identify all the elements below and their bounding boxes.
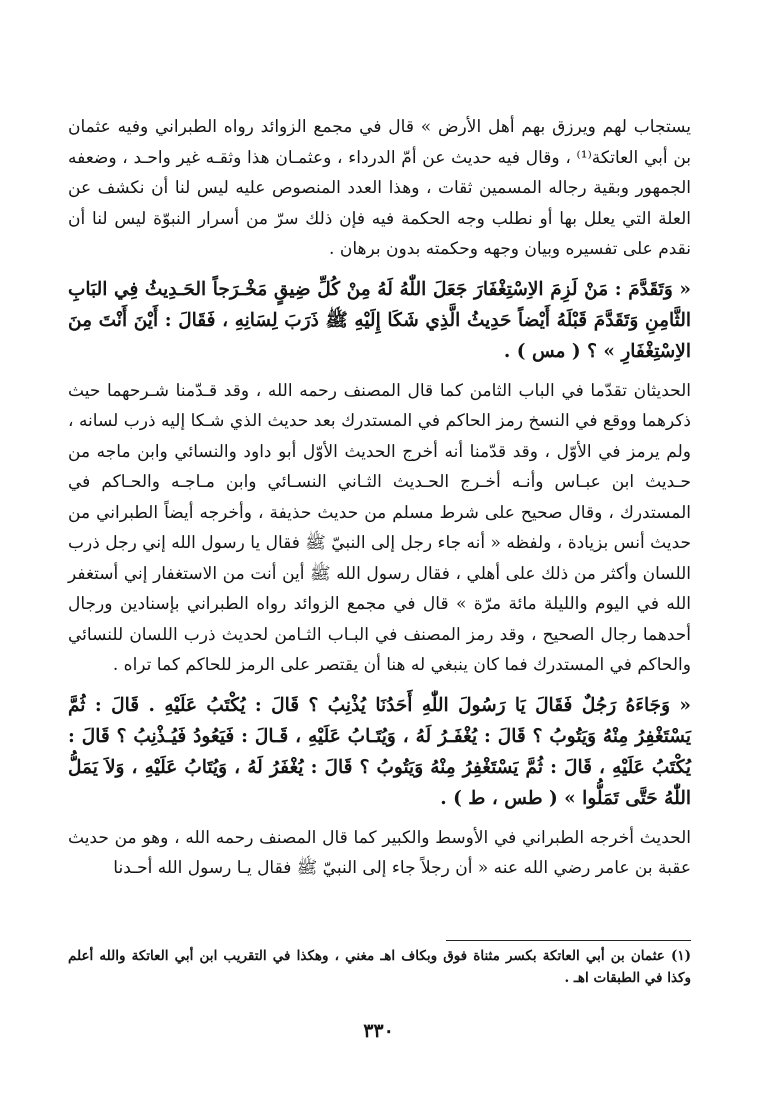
commentary-paragraph-1: الحديثان تقدّما في الباب الثامن كما قال المصنف رحمه الله ، وقد قـدّمنا شـرحهما حيث ذكرهما ووقع في النسخ رمز الحاكم في المستدرك بعد حديث الذي شـكا إليه ذرب لسانه ، ولم يرمز في الأوّل ، وقد قدّمنا أنه أخرج الحديث الأوّل أبو داود والنسائي وابن ماجه من حـديث ابن عبـاس وأنـه أخـرج الحـديث الثـاني النسـائي وابن مـاجـه والحـاكم في المستدرك ، وقال صحيح على شرط مسلم من حديث حذيفة ، وأخرجه أيضاً الطبراني من حديث أنس بزيادة ، ولفظه « أنه جاء رجل إلى النبيّ ﷺ فقال يا رسول الله إني رجل ذرب اللسان وأكثر من ذلك على أهلي ، فقال رسول الله ﷺ أين أنت من الاستغفار إني أستغفر الله في اليوم والليلة مائة مرّة » قال في مجمع الزوائد رواه الطبراني بإسنادين ورجال أحدهما رجال الصحيح ، وقد رمز المصنف في البـاب الثـامن لحديث ذرب اللسان للنسائي والحاكم في المستدرك فما كان ينبغي له هنا أن يقتصر على الرمز للحاكم كما تراه . xyxy=(68,380,691,675)
intro-paragraph: يستجاب لهم ويرزق بهم أهل الأرض » قال في مجمع الزوائد رواه الطبراني وفيه عثمان بن أبي العاتكة⁽¹⁾ ، وقال فيه حديث عن أمّ الدرداء ، وعثمـان هذا وثقـه غير واحـد ، وضعفه الجمهور وبقية رجاله المسمين ثقات ، وهذا العدد المنصوص عليه ليس لنا أن نكشف عن العلة التي يعلل بها أو نطلب وجه الحكمة فيه فإن ذلك سرّ من أسرار النبوّة ليس لنا أن نقدم على تفسيره وبيان وجهه وحكمته بدون برهان . xyxy=(68,117,691,259)
page-number: ٣٣٠ xyxy=(363,1020,394,1042)
footnote: (١) عثمان بن أبي العاتكة بكسر مثناة فوق وبكاف اهـ مغني ، وهكذا في التقريب ابن أبي العاتكة والله أعلم وكذا في الطبقات اهـ . xyxy=(68,948,691,986)
hadith-block-2: « وَجَاءَهُ رَجُلٌ فَقَالَ يَا رَسُولَ اللّٰهِ أَحَدُنَا يُذْنِبُ ؟ قَالَ : يُكْتَبُ عَلَيْهِ . قَالَ : ثُمَّ يَسْتَغْفِرُ مِنْهُ وَيَتُوبُ ؟ قَالَ : يُغْفَـرُ لَهُ ، وَيُتَـابُ عَلَيْهِ ، قَـالَ : فَيَعُودُ فَيُـذْنِبُ ؟ قَالَ : يُكْتَبُ عَلَيْهِ ، قَالَ : ثُمَّ يَسْتَغْفِرُ مِنْهُ وَيَتُوبُ ؟ قَالَ : يُغْفَرُ لَهُ ، وَيُتَابُ عَلَيْهِ ، وَلاَ يَمَلُّ اللّٰهُ حَتَّى تَمَلُّوا » ( طس ، ط ) . xyxy=(68,694,691,809)
commentary-paragraph-2: الحديث أخرجه الطبراني في الأوسط والكبير كما قال المصنف رحمه الله ، وهو من حديث عقبة بن عامر رضي الله عنه « أن رجلاً جاء إلى النبيّ ﷺ فقال يـا رسول الله أحـدنا xyxy=(68,827,691,878)
footnote-divider xyxy=(446,940,691,941)
hadith-block-1: « وَتَقَدَّمَ : مَنْ لَزِمَ الاِسْتِغْفَارَ جَعَلَ اللّٰهُ لَهُ مِنْ كُلِّ ضِيقٍ مَخْـرَجاً الحَـدِيثُ فِي البَابِ الثَّامِنِ وَتَقَدَّمَ قَبْلَهُ أَيْضاً حَدِيثُ الَّذِي شَكَا إِلَيْهِ ﷺ ذَرَبَ لِسَانِهِ ، فَقَالَ : أَيْنَ أَنْتَ مِنَ الاِسْتِغْفَارِ » ؟ ( مس ) . xyxy=(68,278,691,362)
